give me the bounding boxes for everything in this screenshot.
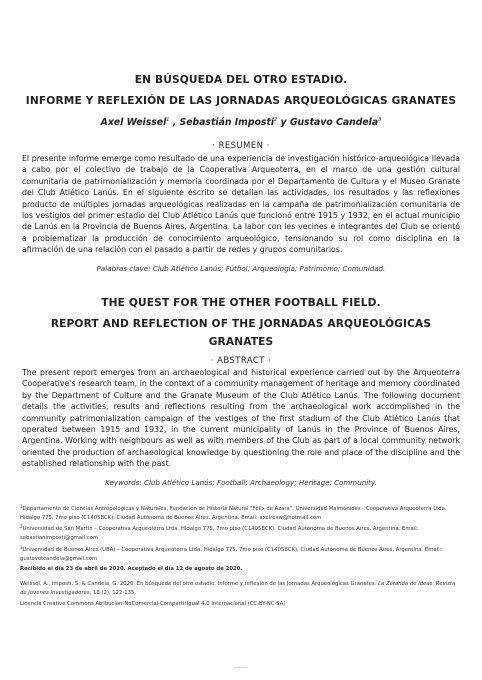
author-list bbox=[20, 117, 462, 128]
author-name: Axel Weissel bbox=[100, 117, 167, 128]
abstract-text: The present report emerges from an archaeological and historical experience carried out by the Arqueoterra Cooperative's research team, in the context of a community management of heritage and memory coordinated by the Department of Culture and the Granate Museum of the Club Atlético Lanús. The following document details the activities, results and reflections resulting from the archaeological work accomplished in the community patrimonialization campaign of the vestiges of the first stadium of the Club Atlético Lanús that operated between 1915 and 1932, in the current municipality of Lanús in the Province of Buenos Aires, Argentina. Working with neighbours as well as with members of the Club as part of a local community network oriented the production of archaeological knowledge by questioning the role and place of the discipline and the established relationship with the past. bbox=[22, 368, 460, 469]
citation bbox=[20, 580, 462, 597]
author-separator: , bbox=[169, 117, 180, 128]
footnote-2 bbox=[20, 523, 462, 542]
license-note: Licencia Creative Commons Atribución-NoComercial-CompartirIgual 4.0 Internacional (CC-BY-NC-SA) bbox=[20, 601, 286, 607]
citation-volume: , 18 (2), 122-135. bbox=[89, 589, 137, 596]
author-separator: y bbox=[277, 117, 290, 128]
page-footer-mark bbox=[234, 667, 248, 668]
affiliation-mark: 1 bbox=[166, 117, 170, 123]
footnote-text: Universidad de San Martín – Cooperativa Arqueoterra Ltda. Hidalgo 775, 7mo piso (C1405BCK), Ciudad Autónoma de Buenos Aires, Argentina. Email: sebastianimposti@gmail.com bbox=[20, 526, 419, 541]
resumen-heading: · RESUMEN · bbox=[212, 140, 270, 150]
resumen-text: El presente informe emerge como resultado de una experiencia de investigación histórico-arqueológica llevada a cabo por el colectivo de trabajo de la Cooperativa Arqueoterra, en el marco de una gestión cultural comunitaria de patrimonialización y memoria coordinada por el Departamento de Cultura y el Museo Granate del Club Atlético Lanús. En el siguiente escrito se detallan las actividades, los resultados y las reflexiones producto de múltiples jornadas arqueológicas realizadas en la campaña de patrimonialización comunitaria de los vestigios del primer estadio del Club Atlético Lanús que funcionó entre 1915 y 1932, en el actual municipio de Lanús en la Provincia de Buenos Aires, Argentina. La labor con les vecines e integrantes del Club se orientó a problematizar la producción de conocimiento arqueológico, tensionando su rol como disciplina en la afirmación de una relación con el pasado a partir de redes y grupos comunitarios. bbox=[22, 154, 460, 255]
title-en-line1: THE QUEST FOR THE OTHER FOOTBALL FIELD. bbox=[101, 297, 381, 309]
title-en-line3: GRANATES bbox=[208, 336, 274, 348]
author-name: Sebastián Imposti bbox=[179, 117, 275, 128]
abstract-heading: · ABSTRACT · bbox=[210, 355, 272, 365]
footnote-text: Universidad de Buenos Aires (UBA) – Cooperativa Arqueoterra Ltda. Hidalgo 775, 7mo piso (C1405BCK), Ciudad Autónoma de Buenos Aires, Argentina. Email: gustavotcandela@gmail.com bbox=[20, 547, 442, 562]
affiliation-mark: 3 bbox=[378, 117, 382, 123]
footnote-1 bbox=[20, 503, 462, 522]
footnote-mark: 3 bbox=[20, 545, 23, 550]
title-en-line2: REPORT AND REFLECTION OF THE JORNADAS ARQUEOLÓGICAS bbox=[50, 318, 432, 330]
title-es-line1: EN BÚSQUEDA DEL OTRO ESTADIO. bbox=[134, 74, 348, 86]
affiliation-mark: 2 bbox=[274, 117, 278, 123]
abstract-keywords: Keywords: Club Atlético Lanús; Football; Archaeology; Heritage; Community. bbox=[105, 478, 377, 487]
title-es-line2: INFORME Y REFLEXIÓN DE LAS JORNADAS ARQUEOLÓGICAS GRANATES bbox=[25, 95, 457, 107]
footnote-mark: 1 bbox=[20, 504, 23, 509]
footnote-3 bbox=[20, 544, 462, 563]
author-name: Gustavo Candela bbox=[289, 117, 379, 128]
resumen-keywords: Palabras clave: Club Atlético Lanús; Fútbol; Arqueología; Patrimonio; Comunidad. bbox=[96, 264, 386, 273]
citation-journal: La Zaranda de Ideas. Revista de Jóvenes Investigadores bbox=[20, 581, 456, 596]
footnote-mark: 2 bbox=[20, 524, 23, 529]
footnote-text: Departamento de Ciencias Antropológicas y Naturales, Fundación de Historia Natural "Félix de Azara", Universidad Maimónides - Cooperativa Arqueoterra Ltda. Hidalgo 775, 7mo piso (C1405BCK), Ciudad Autónoma de Buenos Aires, Argentina. Email: axelrexw@hotmail.com bbox=[20, 506, 447, 521]
received-dates: Recibido el día 23 de abril de 2020. Aceptado el día 12 de agosto de 2020. bbox=[20, 566, 243, 572]
citation-text: Weissel, A., Imposti, S. & Candela, G. 2020. En búsqueda del otro estadio. Informe y reflexión de las Jornadas Arqueológicas Granates. bbox=[20, 581, 379, 587]
